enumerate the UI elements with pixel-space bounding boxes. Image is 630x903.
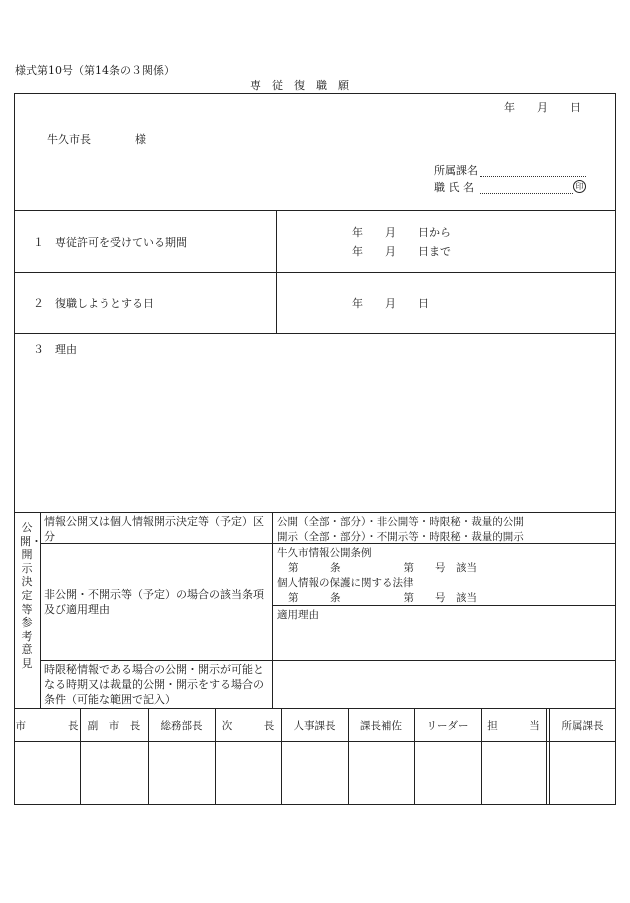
- return-date[interactable]: 年 月 日: [352, 297, 429, 310]
- period-start[interactable]: 年 月 日から: [352, 226, 451, 239]
- seal-mark: 印: [573, 180, 586, 193]
- addressee: 牛久市長 様: [47, 133, 146, 146]
- divider: [14, 333, 616, 334]
- item-label-period: １ 専従許可を受けている期間: [33, 236, 187, 249]
- divider: [40, 660, 616, 661]
- disclosure-row2-label: 非公開・不開示等（予定）の場合の該当条項及び適用理由: [44, 588, 264, 616]
- divider: [546, 708, 547, 805]
- approval-col-hr-manager: 人事課長: [293, 720, 336, 732]
- approval-stamp-staff[interactable]: [482, 742, 546, 804]
- approval-col-leader: リーダー: [426, 720, 469, 732]
- approval-stamp-hr-manager[interactable]: [282, 742, 348, 804]
- law-name: 個人情報の保護に関する法律: [277, 577, 414, 589]
- approval-stamp-deputy-mayor[interactable]: [81, 742, 148, 804]
- application-date[interactable]: 年 月 日: [504, 101, 581, 114]
- disclosure-row1-label: 情報公開又は個人情報開示決定等（予定）区分: [44, 515, 264, 543]
- disclosure-side-label: 公開・開示決定等参考意見: [20, 521, 42, 670]
- approval-col-dept-manager: 所属課長: [561, 720, 604, 732]
- approval-col-assistant-manager: 課長補佐: [360, 720, 402, 732]
- period-end[interactable]: 年 月 日まで: [352, 245, 451, 258]
- law-article[interactable]: 第 条 第 号 該当: [288, 592, 477, 604]
- divider: [14, 210, 616, 211]
- item-label-return-date: ２ 復職しようとする日: [33, 297, 154, 310]
- approval-col-general-affairs: 総務部長: [160, 720, 203, 732]
- approval-col-deputy-director: 次 長: [221, 720, 275, 732]
- reason-field[interactable]: [20, 360, 610, 510]
- approval-stamp-leader[interactable]: [415, 742, 481, 804]
- approval-col-deputy-mayor: 副 市 長: [87, 720, 141, 732]
- disclosure-option-personal[interactable]: 開示（全部・部分）・不開示等・時限秘・裁量的開示: [277, 531, 524, 543]
- approval-stamp-mayor[interactable]: [15, 742, 80, 804]
- divider: [272, 512, 273, 708]
- dept-field[interactable]: [480, 176, 586, 177]
- disclosure-option-public[interactable]: 公開（全部・部分）・非公開等・時限秘・裁量的公開: [277, 516, 524, 528]
- item-label-reason: ３ 理由: [33, 343, 77, 356]
- reason-label: 適用理由: [277, 609, 319, 621]
- ordinance-article[interactable]: 第 条 第 号 該当: [288, 562, 477, 574]
- approval-col-mayor: 市 長: [15, 720, 79, 732]
- dept-label: 所属課名: [434, 164, 478, 177]
- divider: [272, 605, 616, 606]
- form-number: 様式第10号（第14条の３関係）: [15, 64, 175, 77]
- name-label: 職 氏 名: [434, 181, 474, 194]
- approval-stamp-general-affairs[interactable]: [149, 742, 215, 804]
- disclosure-row3-label: 時限秘情報である場合の公開・開示が可能となる時期又は裁量的公開・開示をする場合の条件（可能な範囲で記入）: [44, 663, 264, 706]
- divider: [276, 210, 277, 333]
- approval-stamp-assistant-manager[interactable]: [349, 742, 414, 804]
- divider: [14, 272, 616, 273]
- divider: [14, 512, 616, 513]
- divider: [14, 708, 616, 709]
- approval-col-staff: 担 当: [487, 720, 540, 732]
- approval-stamp-deputy-director[interactable]: [216, 742, 281, 804]
- name-field[interactable]: [480, 193, 573, 194]
- form-title: 専 従 復 職 願: [250, 79, 349, 92]
- approval-stamp-dept-manager[interactable]: [550, 742, 615, 804]
- ordinance-name: 牛久市情報公開条例: [277, 547, 372, 559]
